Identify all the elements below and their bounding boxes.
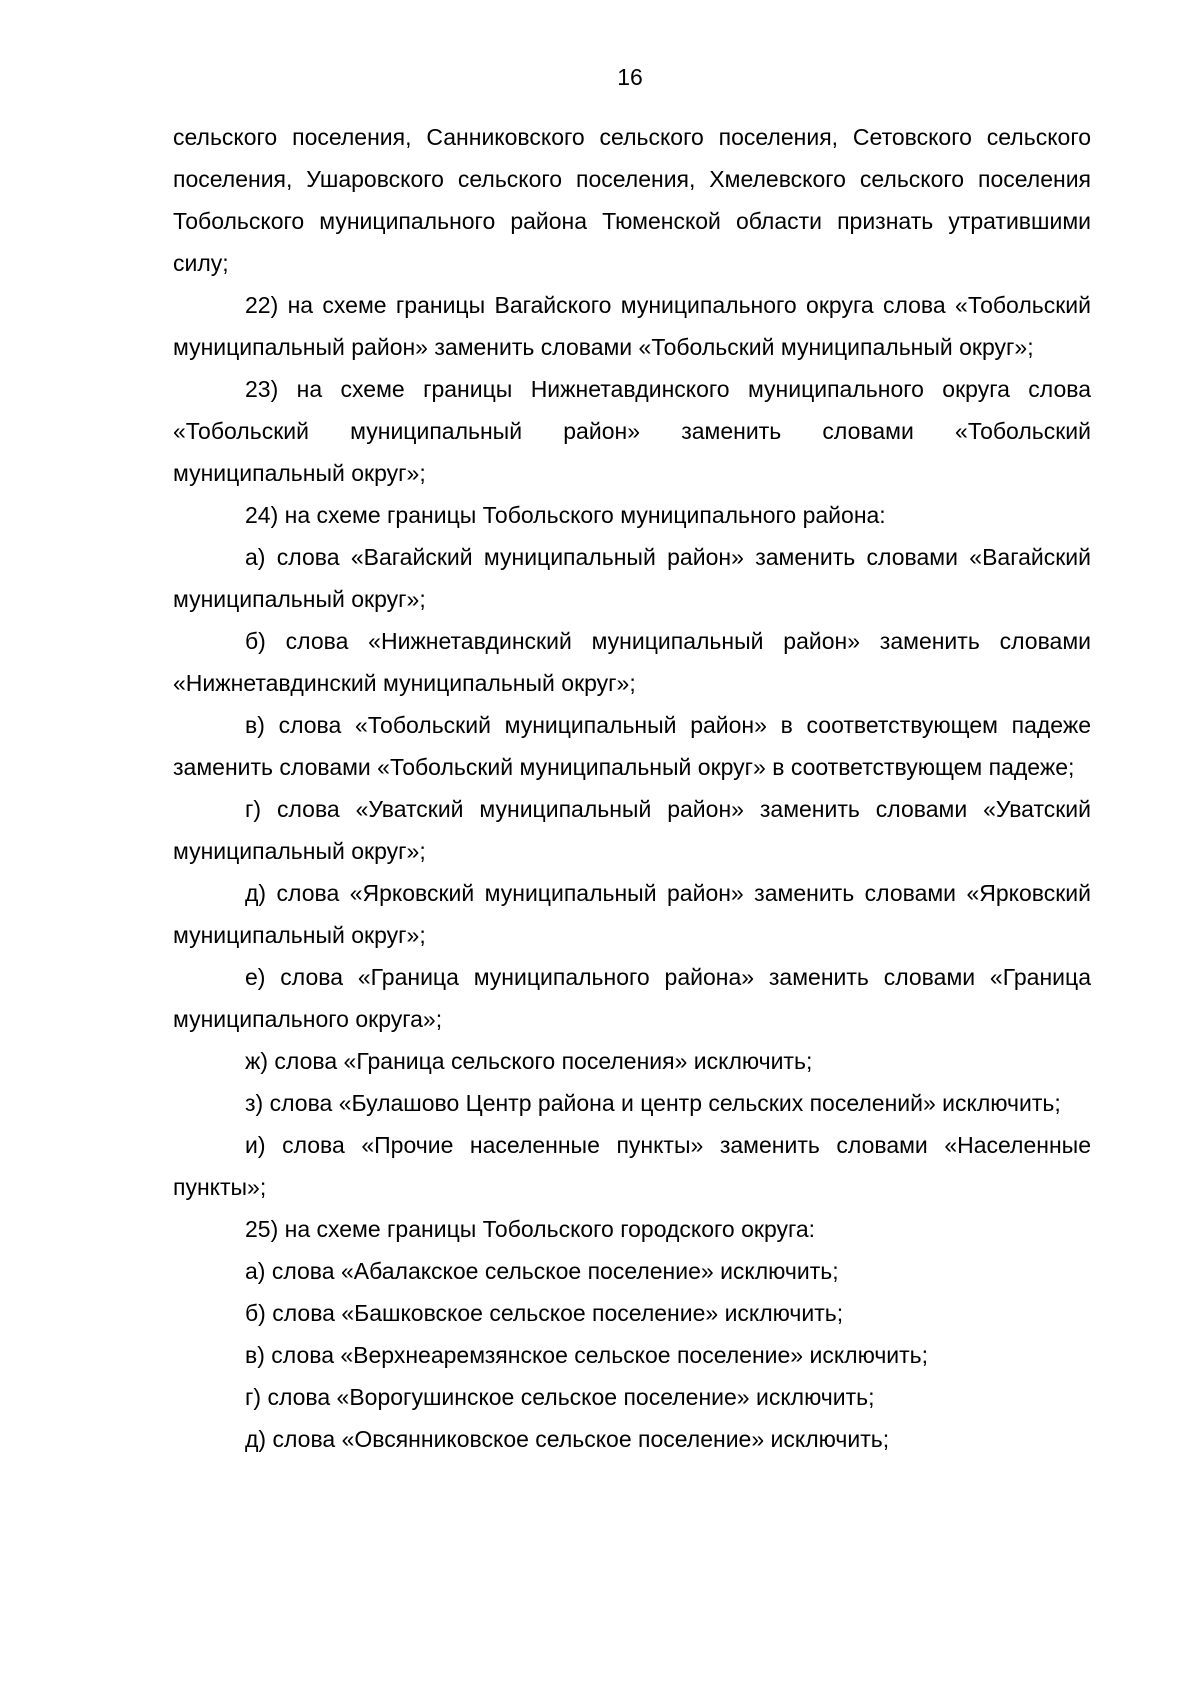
paragraph-item-25: 25) на схеме границы Тобольского городского округа: <box>245 1216 816 1242</box>
paragraph-item-24-a: а) слова «Вагайский муниципальный район» заменить словами «Вагайский муниципальный округ»; <box>173 544 1091 612</box>
paragraph-item-24-b: б) слова «Нижнетавдинский муниципальный район» заменить словами «Нижнетавдинский муниципальный округ»; <box>173 628 1091 696</box>
paragraph-item-25-d: д) слова «Овсянниковское сельское поселение» исключить; <box>245 1426 890 1452</box>
paragraph-item-24-d: д) слова «Ярковский муниципальный район» заменить словами «Ярковский муниципальный округ»; <box>173 880 1091 948</box>
paragraph-item-24-g: г) слова «Уватский муниципальный район» заменить словами «Уватский муниципальный округ»; <box>173 796 1091 864</box>
paragraph-item-24: 24) на схеме границы Тобольского муниципального района: <box>245 502 886 528</box>
page-number: 16 <box>617 64 643 90</box>
paragraph-item-25-v: в) слова «Верхнеаремзянское сельское поселение» исключить; <box>245 1342 929 1368</box>
paragraph-item-24-e: е) слова «Граница муниципального района» заменить словами «Граница муниципального округа»; <box>173 964 1091 1032</box>
document-body <box>173 116 1091 1460</box>
paragraph-item-25-b: б) слова «Башковское сельское поселение» исключить; <box>245 1300 844 1326</box>
paragraph-continuation: сельского поселения, Санниковского сельского поселения, Сетовского сельского поселения, Ушаровского сельского поселения, Хмелевского сельского поселения Тобольского муниципального района Тюменской области признать утратившими силу; <box>173 124 1091 276</box>
paragraph-item-24-z: з) слова «Булашово Центр района и центр сельских поселений» исключить; <box>245 1090 1061 1116</box>
paragraph-item-24-v: в) слова «Тобольский муниципальный район» в соответствующем падеже заменить словами «Тобольский муниципальный округ» в соответствующем падеже; <box>173 712 1091 780</box>
paragraph-item-22: 22) на схеме границы Вагайского муниципального округа слова «Тобольский муниципальный район» заменить словами «Тобольский муниципальный округ»; <box>173 292 1091 360</box>
paragraph-item-23: 23) на схеме границы Нижнетавдинского муниципального округа слова «Тобольский муниципальный район» заменить словами «Тобольский муниципальный округ»; <box>173 376 1091 486</box>
paragraph-item-25-g: г) слова «Ворогушинское сельское поселение» исключить; <box>245 1384 875 1410</box>
paragraph-item-24-zh: ж) слова «Граница сельского поселения» исключить; <box>245 1048 813 1074</box>
paragraph-item-25-a: а) слова «Абалакское сельское поселение» исключить; <box>245 1258 839 1284</box>
paragraph-item-24-i: и) слова «Прочие населенные пункты» заменить словами «Населенные пункты»; <box>173 1132 1091 1200</box>
